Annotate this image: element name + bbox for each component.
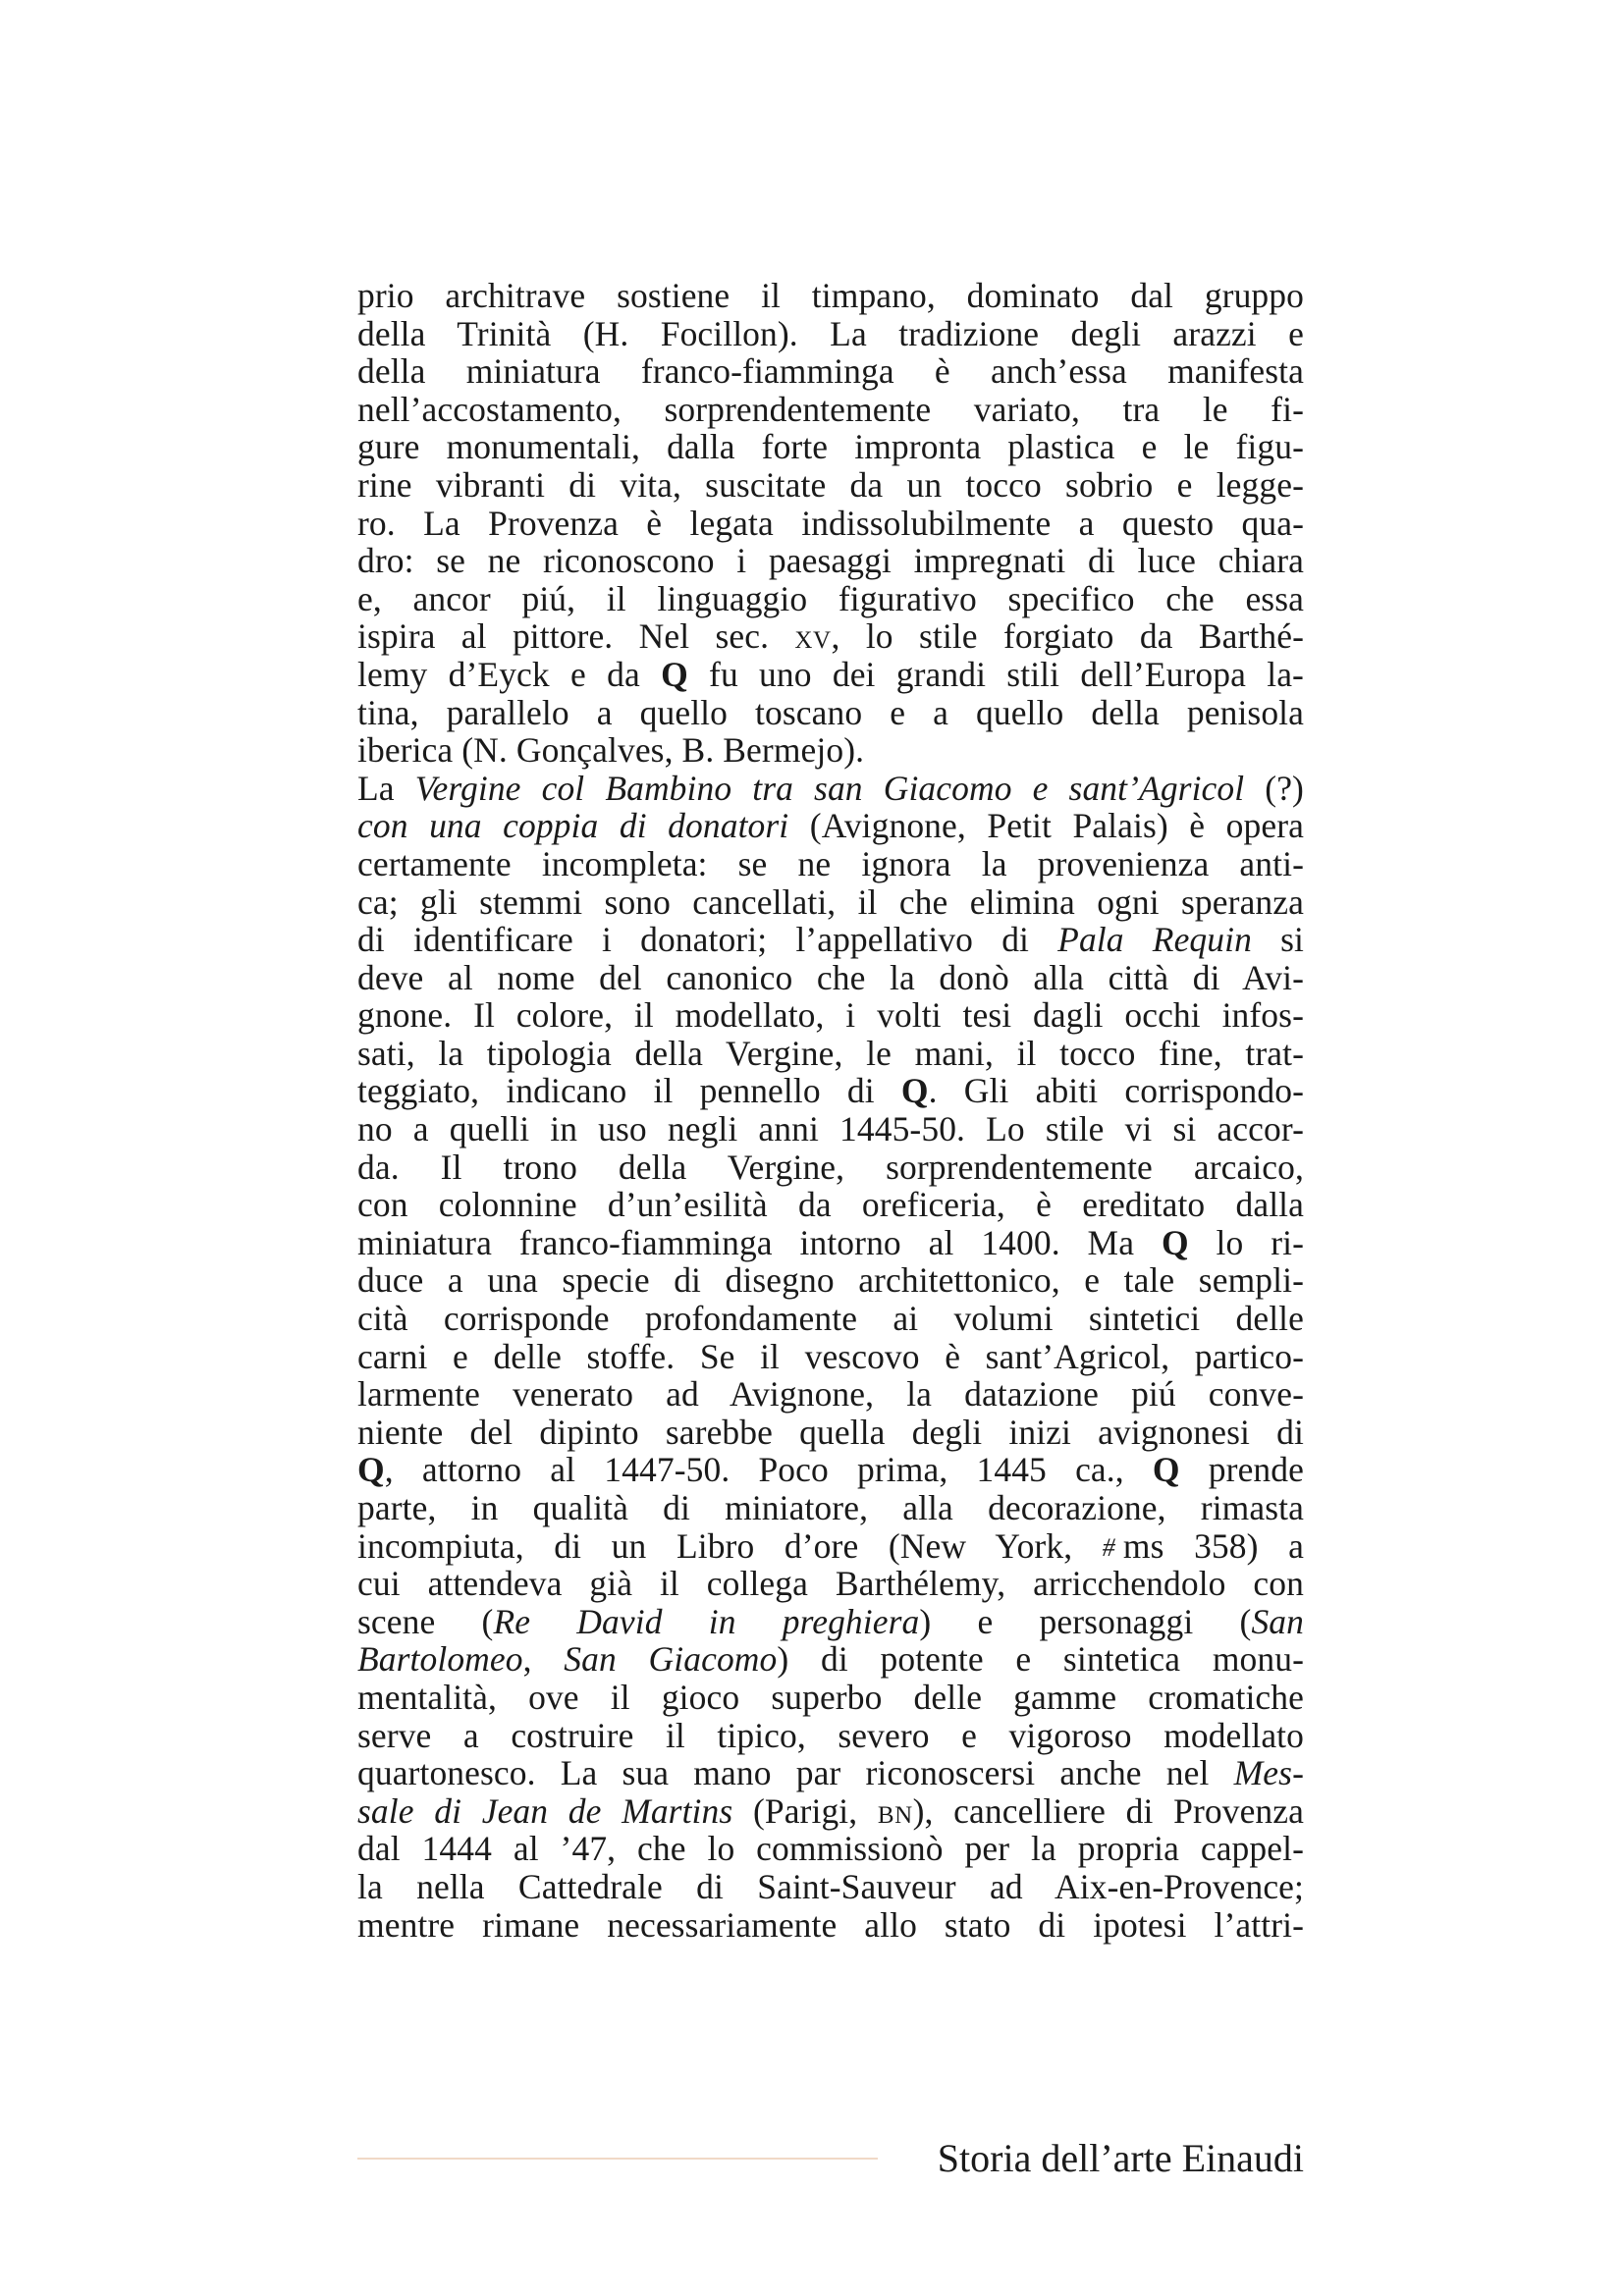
- text-run: mentalità, ove il gioco superbo delle gamme cromatiche: [357, 1677, 1304, 1717]
- text-run: ,: [522, 1639, 565, 1680]
- text-line: [357, 1868, 1304, 1906]
- text-line: [357, 617, 1304, 656]
- footer-rule: [357, 2158, 878, 2160]
- text-line: [357, 1754, 1304, 1792]
- text-run: (Parigi,: [732, 1790, 878, 1831]
- text-run: carni e delle stoffe. Se il vescovo è sant’Agricol, partico-: [357, 1336, 1304, 1376]
- text-run: ) di potente e sintetica monu-: [777, 1639, 1305, 1680]
- text-run: Mes-: [1233, 1753, 1304, 1793]
- page-footer: [357, 2135, 1304, 2184]
- text-line: [357, 694, 1304, 732]
- text-line: [357, 1717, 1304, 1755]
- text-line: [357, 466, 1304, 505]
- artist-monogram: Q: [1161, 1222, 1189, 1262]
- text-run: (?): [1244, 768, 1304, 808]
- body-text: [357, 277, 1304, 1944]
- text-run: iberica (N. Gonçalves, B. Bermejo).: [357, 730, 865, 771]
- text-line: [357, 656, 1304, 694]
- text-line: [357, 391, 1304, 429]
- text-line: [357, 959, 1304, 997]
- text-run: rine vibranti di vita, suscitate da un tocco sobrio e legge-: [357, 464, 1304, 505]
- text-line: [357, 1679, 1304, 1717]
- text-run: teggiato, indicano il pennello di: [357, 1071, 901, 1111]
- text-line: [357, 807, 1304, 845]
- text-line: [357, 845, 1304, 883]
- text-run: nell’accostamento, sorprendentemente variato, tra le fi-: [357, 389, 1304, 429]
- text-run: . Gli abiti corrispondo-: [928, 1071, 1304, 1111]
- text-line: [357, 1451, 1304, 1489]
- text-line: [357, 1300, 1304, 1338]
- text-run: serve a costruire il tipico, severo e vigoroso modellato: [357, 1715, 1304, 1755]
- text-run: dal 1444 al ’47, che lo commissionò per la propria cappel-: [357, 1829, 1304, 1869]
- text-line: [357, 580, 1304, 618]
- text-line: [357, 1186, 1304, 1224]
- text-line: [357, 542, 1304, 580]
- text-run: #: [1102, 1532, 1115, 1562]
- text-run: ispira al pittore. Nel sec.: [357, 616, 795, 657]
- text-line: [357, 1603, 1304, 1641]
- text-line: [357, 1414, 1304, 1452]
- text-line: [357, 315, 1304, 353]
- text-run: e, ancor piú, il linguaggio figurativo specifico che essa: [357, 578, 1304, 618]
- text-line: [357, 1792, 1304, 1831]
- text-run: lemy d’Eyck e da: [357, 654, 662, 694]
- text-run: dro: se ne riconoscono i paesaggi impregnati di luce chiara: [357, 541, 1304, 581]
- text-run: niente del dipinto sarebbe quella degli inizi avignonesi di: [357, 1412, 1304, 1452]
- text-run: bn: [877, 1790, 913, 1831]
- text-run: cità corrisponde profondamente ai volumi sintetici delle: [357, 1299, 1304, 1339]
- text-line: [357, 883, 1304, 922]
- text-run: deve al nome del canonico che la donò alla città di Avi-: [357, 957, 1304, 997]
- text-run: scene (: [357, 1601, 494, 1641]
- text-line: [357, 1035, 1304, 1073]
- text-run: lo ri-: [1188, 1222, 1304, 1262]
- text-line: [357, 1338, 1304, 1376]
- text-line: [357, 1375, 1304, 1414]
- text-run: Pala Requin: [1057, 920, 1252, 960]
- text-line: [357, 352, 1304, 391]
- text-run: ms 358) a: [1122, 1525, 1304, 1566]
- text-line: [357, 1072, 1304, 1110]
- text-line: [357, 1830, 1304, 1868]
- text-line: [357, 921, 1304, 959]
- text-run: ) e personaggi (: [919, 1601, 1252, 1641]
- artist-monogram: Q: [357, 1450, 385, 1490]
- text-run: Re David in preghiera: [493, 1601, 920, 1641]
- artist-monogram: Q: [661, 654, 688, 694]
- text-run: ), cancelliere di Provenza: [912, 1790, 1304, 1831]
- text-run: San Giacomo: [564, 1639, 778, 1680]
- text-run: sale di Jean de Martins: [357, 1790, 733, 1831]
- text-run: , lo stile forgiato da Barthé-: [831, 616, 1304, 657]
- text-run: gnone. Il colore, il modellato, i volti tesi dagli occhi infos-: [357, 995, 1304, 1036]
- text-line: [357, 1261, 1304, 1300]
- text-run: parte, in qualità di miniatore, alla decorazione, rimasta: [357, 1488, 1304, 1527]
- text-run: la nella Cattedrale di Saint-Sauveur ad Aix-en-Provence;: [357, 1866, 1304, 1906]
- text-line: [357, 428, 1304, 466]
- text-line: [357, 505, 1304, 543]
- text-run: miniatura franco-fiamminga intorno al 1400. Ma: [357, 1222, 1162, 1262]
- text-run: fu uno dei grandi stili dell’Europa la-: [687, 654, 1304, 694]
- text-run: San: [1251, 1601, 1305, 1641]
- text-line: [357, 1224, 1304, 1262]
- text-run: tina, parallelo a quello toscano e a quello della penisola: [357, 692, 1304, 732]
- text-run: mentre rimane necessariamente allo stato di ipotesi l’attri-: [357, 1904, 1304, 1945]
- text-line: [357, 770, 1304, 808]
- text-run: gure monumentali, dalla forte impronta plastica e le figu-: [357, 427, 1304, 467]
- text-line: [357, 277, 1304, 315]
- text-line: [357, 1110, 1304, 1148]
- text-line: [357, 1527, 1304, 1566]
- text-run: xv: [794, 616, 832, 657]
- text-run: ro. La Provenza è legata indissolubilmente a questo qua-: [357, 503, 1304, 543]
- text-run: quartonesco. La sua mano par riconoscersi anche nel: [357, 1753, 1234, 1793]
- text-run: sati, la tipologia della Vergine, le mani, il tocco fine, trat-: [357, 1033, 1304, 1073]
- text-line: [357, 731, 1304, 770]
- text-run: Vergine col Bambino tra san Giacomo e sant’Agricol: [414, 768, 1245, 808]
- text-run: no a quelli in uso negli anni 1445-50. Lo stile vi si accor-: [357, 1109, 1304, 1149]
- artist-monogram: Q: [900, 1071, 929, 1111]
- text-run: Bartolomeo: [357, 1639, 523, 1680]
- text-run: larmente venerato ad Avignone, la datazione piú conve-: [357, 1374, 1304, 1415]
- text-line: [357, 1906, 1304, 1945]
- text-run: cui attendeva già il collega Barthélemy, arricchendolo con: [357, 1564, 1304, 1604]
- text-line: [357, 1565, 1304, 1603]
- text-run: prio architrave sostiene il timpano, dominato dal gruppo: [357, 276, 1304, 315]
- text-run: della Trinità (H. Focillon). La tradizione degli arazzi e: [357, 313, 1304, 353]
- text-run: con colonnine d’un’esilità da oreficeria, è ereditato dalla: [357, 1185, 1304, 1225]
- text-run: si: [1251, 920, 1304, 960]
- text-run: con una coppia di donatori: [357, 806, 789, 846]
- artist-monogram: Q: [1152, 1450, 1180, 1490]
- text-line: [357, 1489, 1304, 1527]
- text-line: [357, 1640, 1304, 1679]
- text-run: certamente incompleta: se ne ignora la provenienza anti-: [357, 843, 1304, 883]
- text-run: ca; gli stemmi sono cancellati, il che elimina ogni speranza: [357, 881, 1304, 922]
- text-run: (Avignone, Petit Palais) è opera: [788, 806, 1304, 846]
- text-run: duce a una specie di disegno architettonico, e tale sempli-: [357, 1260, 1304, 1301]
- text-run: da. Il trono della Vergine, sorprendentemente arcaico,: [357, 1147, 1304, 1187]
- text-run: incompiuta, di un Libro d’ore (New York,: [357, 1525, 1103, 1566]
- text-run: prende: [1179, 1450, 1304, 1490]
- text-run: di identificare i donatori; l’appellativo di: [357, 920, 1058, 960]
- text-line: [357, 996, 1304, 1035]
- footer-title: Storia dell’arte Einaudi: [937, 2136, 1304, 2180]
- text-run: La: [357, 768, 415, 808]
- text-line: [357, 1148, 1304, 1187]
- text-run: della miniatura franco-fiamminga è anch’essa manifesta: [357, 351, 1304, 392]
- text-run: , attorno al 1447-50. Poco prima, 1445 ca.,: [384, 1450, 1153, 1490]
